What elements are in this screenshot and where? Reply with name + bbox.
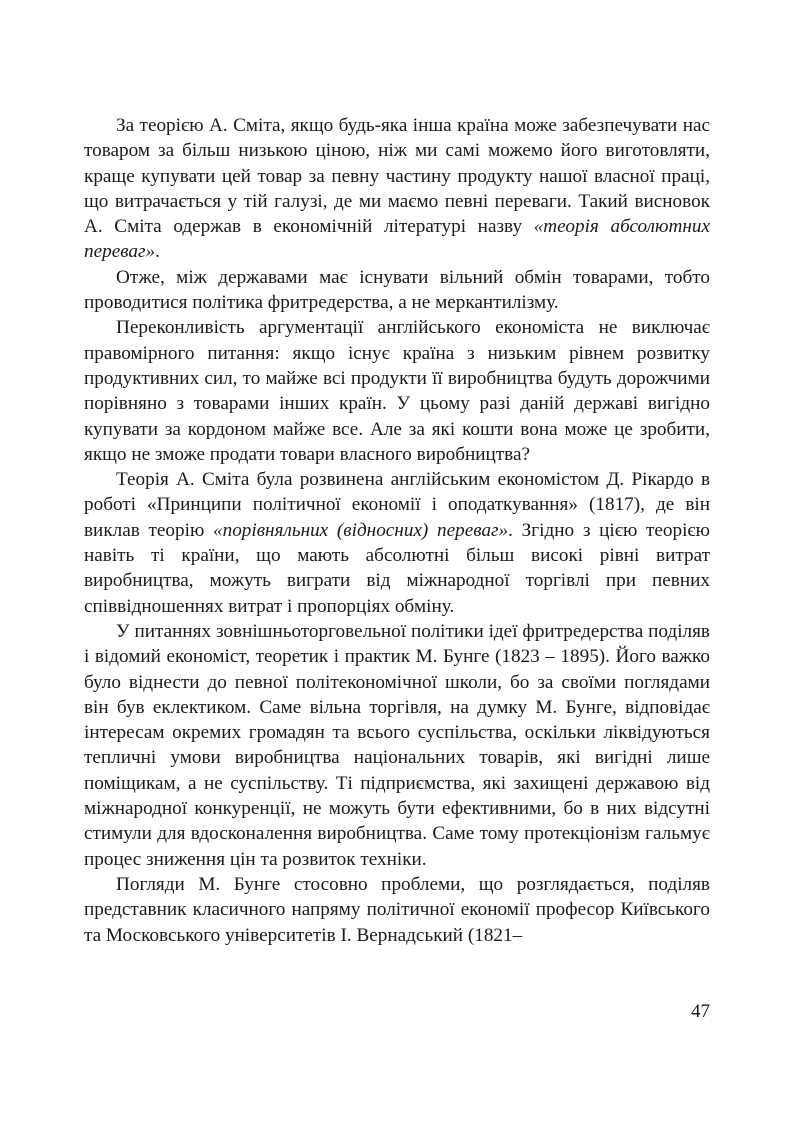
paragraph-argument-question: Переконливість аргументації англійського економіста не виключає правомірного питання: якщо існує країна з низьким рівнем розвитку продуктивних сил, то майже всі продукти її виробництва будуть дорожчими порівняно з товарами інших країн. У цьому разі даній державі вигідно купувати за кордоном майже все. Але за які кошти вона може це зробити, якщо не зможе продати товари власного виробництва? xyxy=(84,317,710,465)
page-body xyxy=(84,113,710,948)
paragraph-smith-theory: За теорією А. Сміта, якщо будь-яка інша країна може забезпечувати нас товаром за більш низькою ціною, ніж ми самі можемо його виготовляти, краще купувати цей товар за певну частину продукту нашої власної праці, що витрачається у тій галузі, де ми маємо певні переваги. Такий висновок А. Сміта одержав в економічній літературі назву «теорія абсолютних переваг». xyxy=(84,115,710,263)
term-absolute-advantage: «теорія абсолютних переваг» xyxy=(84,216,710,263)
paragraph-vernadsky: Погляди М. Бунге стосовно проблеми, що розглядається, поділяв представник класичного напряму політичної економії професор Київського та Московського університетів І. Вернадський (1821– xyxy=(84,873,710,946)
paragraph-free-trade: Отже, між державами має існувати вільний обмін товарами, тобто проводитися політика фритредерства, а не меркантилізму. xyxy=(84,266,710,314)
paragraph-bunge-views: У питаннях зовнішньоторговельної політики ідеї фритредерства поділяв і відомий економіст, теоретик і практик М. Бунге (1823 – 1895). Його важко було віднести до певної політекономічної школи, бо за своїми поглядами він був еклектиком. Саме вільна торгівля, на думку М. Бунге, відповідає інтересам окремих громадян та всього суспільства, оскільки ліквідуються тепличні умови виробництва національних товарів, які вигідні лише поміщикам, а не суспільству. Ті підприємства, які захищені державою від міжнародної конкуренції, не можуть бути ефективними, бо в них відсутні стимули для вдосконалення виробництва. Саме тому протекціонізм гальмує процес зниження цін та розвиток техніки. xyxy=(84,620,710,870)
term-comparative-advantage: «порівняльних (відносних) переваг» xyxy=(213,519,509,541)
page-number: 47 xyxy=(691,1001,710,1022)
paragraph-ricardo-theory: Теорія А. Сміта була розвинена англійським економістом Д. Рікардо в роботі «Принципи політичної економії і оподаткування» (1817), де він виклав теорію «порівняльних (відносних) переваг». Згідно з цією теорією навіть ті країни, що мають абсолютні більш високі рівні витрат виробництва, можуть виграти від міжнародної торгівлі при певних співвідношеннях витрат і пропорціях обміну. xyxy=(84,469,710,617)
